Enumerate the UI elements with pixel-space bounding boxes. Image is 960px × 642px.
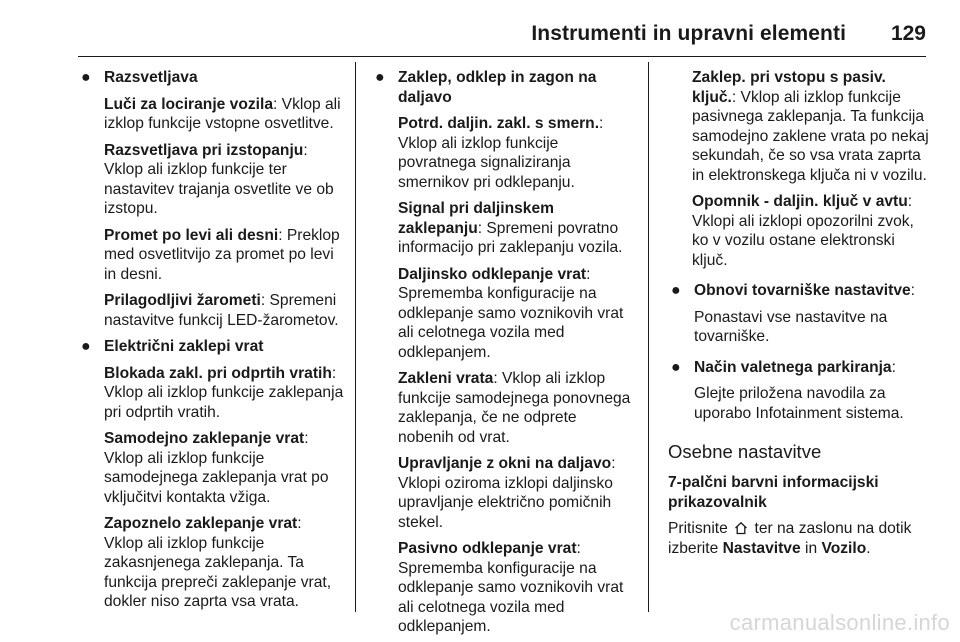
item-title-suffix: :: [910, 282, 916, 299]
entry-title: Zaklep. pri vstopu s pasiv. ključ.: [692, 69, 886, 106]
item-title: Električni zaklepi vrat: [104, 338, 264, 355]
list-item-obnovi: [668, 281, 930, 347]
item-title: Način valetnega parkiranja: [694, 358, 892, 376]
item-title: Zaklep, odklep in zagon na daljavo: [398, 69, 597, 106]
entry-text: : Vklop ali izklop funkcije ter nastavitev trajanja osvetlite ve ob izstopu.: [104, 141, 334, 217]
entry-title: Samodejno zaklepanje vrat: [104, 430, 305, 447]
column-2: [372, 60, 636, 637]
entry-title: Blokada zakl. pri odprtih vratih: [104, 364, 332, 382]
bullet-icon: ●: [81, 338, 91, 355]
entry-text: : Vklop ali izklop funkcije zaklepanja pri odprtih vratih.: [104, 364, 344, 421]
page-number: 129: [890, 22, 926, 45]
entry: [104, 141, 344, 219]
entry: [398, 265, 636, 363]
menu-name-vozilo: Vozilo: [821, 539, 867, 557]
entry-title: Razsvetljava pri izstopanju: [104, 141, 304, 159]
entry-text: : Sprememba konfiguracije na odklepanje samo voznikovih vrat ali celotnega vozila med odklepanjem.: [398, 540, 624, 635]
entry: [692, 192, 930, 270]
column-divider-1: [355, 62, 356, 612]
page-header: [0, 0, 960, 58]
header-rule: [78, 56, 926, 57]
section-heading: Osebne nastavitve: [668, 441, 822, 462]
entry-title: Potrd. daljin. zakl. s smern.: [398, 115, 600, 132]
entry-title: Zakleni vrata: [398, 370, 494, 387]
menu-name-nastavitve: Nastavitve: [722, 539, 801, 557]
instruction-paragraph: [668, 519, 930, 558]
entry: [104, 514, 344, 612]
subheading: 7-palčni barvni informacijski prikazovalnik: [668, 474, 879, 511]
entry: [398, 199, 636, 258]
entry-title: Zapoznelo zaklepanje vrat: [104, 515, 298, 532]
entry-text: : Vklop ali izklop funkcije samodejnega ponovnega zaklepanja, če ne odprete nobenih od vrat.: [398, 370, 631, 446]
entry-group: [668, 68, 930, 270]
entry-title: Daljinsko odklepanje vrat: [398, 265, 587, 283]
entry: [104, 429, 344, 507]
entry-title: Signal pri daljinskem zaklepanju: [398, 200, 554, 237]
entry-title: Promet po levi ali desni: [104, 226, 279, 244]
list-item-valet: [668, 358, 930, 424]
entry-text: : Vklopi oziroma izklopi daljinsko upravljanje električno pomičnih stekel.: [398, 455, 616, 531]
entry-title: Prilagodljivi žarometi: [104, 292, 261, 309]
home-icon: [734, 521, 748, 535]
entry-text: : Vklop ali izklop funkcije povratnega signaliziranja smernikov pri odklepanju.: [398, 115, 604, 191]
entry: [398, 369, 636, 447]
instruction-text: Pritisnite: [668, 520, 728, 537]
entry-text: Glejte priložena navodila za uporabo Infotainment sistema.: [694, 385, 904, 422]
entry-text: : Preklop med osvetlitvijo za promet po levi in desni.: [104, 226, 340, 283]
entry: [104, 364, 344, 423]
column-3: [668, 60, 930, 558]
entry-group: [372, 114, 636, 637]
entry-title: Luči za lociranje vozila: [104, 95, 273, 113]
item-title: Obnovi tovarniške nastavitve: [694, 282, 911, 299]
entry-title: Opomnik - daljin. ključ v avtu: [692, 193, 908, 210]
entry-text: : Sprememba konfiguracije na odklepanje samo voznikovih vrat ali celotnega vozila med odklepanjem.: [398, 265, 624, 361]
item-title: Razsvetljava: [104, 69, 198, 86]
entry-text: : Vklop ali izklop funkcije vstopne osvetlitve.: [104, 95, 341, 132]
entry-text: : Spremeni povratno informacijo pri zaklepanju vozila.: [398, 219, 623, 256]
watermark: carmanualsonline.info: [729, 610, 950, 635]
bullet-icon: ●: [81, 69, 91, 86]
entry: [398, 114, 636, 192]
entry: [398, 454, 636, 532]
instruction-text: ter na zaslonu na dotik izberite: [668, 520, 912, 557]
list-item-zaklep-daljavo: [372, 68, 636, 107]
entry: [104, 226, 344, 285]
bullet-icon: ●: [671, 358, 681, 376]
entry: [692, 68, 930, 185]
page-title: Instrumenti in upravni elementi: [531, 22, 846, 45]
instruction-text: in: [804, 539, 818, 557]
entry-title: Pasivno odklepanje vrat: [398, 540, 577, 557]
entry: [398, 539, 636, 637]
entry-text: : Vklopi ali izklopi opozorilni zvok, ko v vozilu ostane elektronski ključ.: [692, 193, 914, 269]
list-item-razsvetljava: [78, 68, 344, 330]
column-1: [78, 60, 344, 612]
bullet-icon: ●: [375, 69, 385, 86]
column-divider-2: [648, 62, 649, 612]
list-item-elektricni-zaklepi: [78, 337, 344, 612]
entry-title: Upravljanje z okni na daljavo: [398, 455, 612, 472]
entry: [104, 291, 344, 330]
entry-text: : Vklop ali izklop funkcije zakasnjenega zaklepanja. Ta funkcija prepreči zaklepanje vrat, dokler niso zaprta vsa vrata.: [104, 515, 332, 610]
entry-text: : Vklop ali izklop funkcije pasivnega zaklepanja. Ta funkcija samodejno zaklene vrata po nekaj sekundah, če so vsa vrata zaprta in elektronskega ključa ni v vozilu.: [692, 88, 929, 184]
entry-text: : Vklop ali izklop funkcije samodejnega zaklepanja vrat po vključitvi kontakta vžiga.: [104, 430, 329, 506]
item-title-suffix: :: [891, 358, 896, 376]
bullet-icon: ●: [671, 282, 681, 299]
entry: [104, 95, 344, 134]
instruction-text: .: [866, 539, 871, 557]
entry-text: Ponastavi vse nastavitve na tovarniške.: [694, 308, 888, 345]
entry-text: : Spremeni nastavitve funkcij LED-žarometov.: [104, 292, 339, 329]
